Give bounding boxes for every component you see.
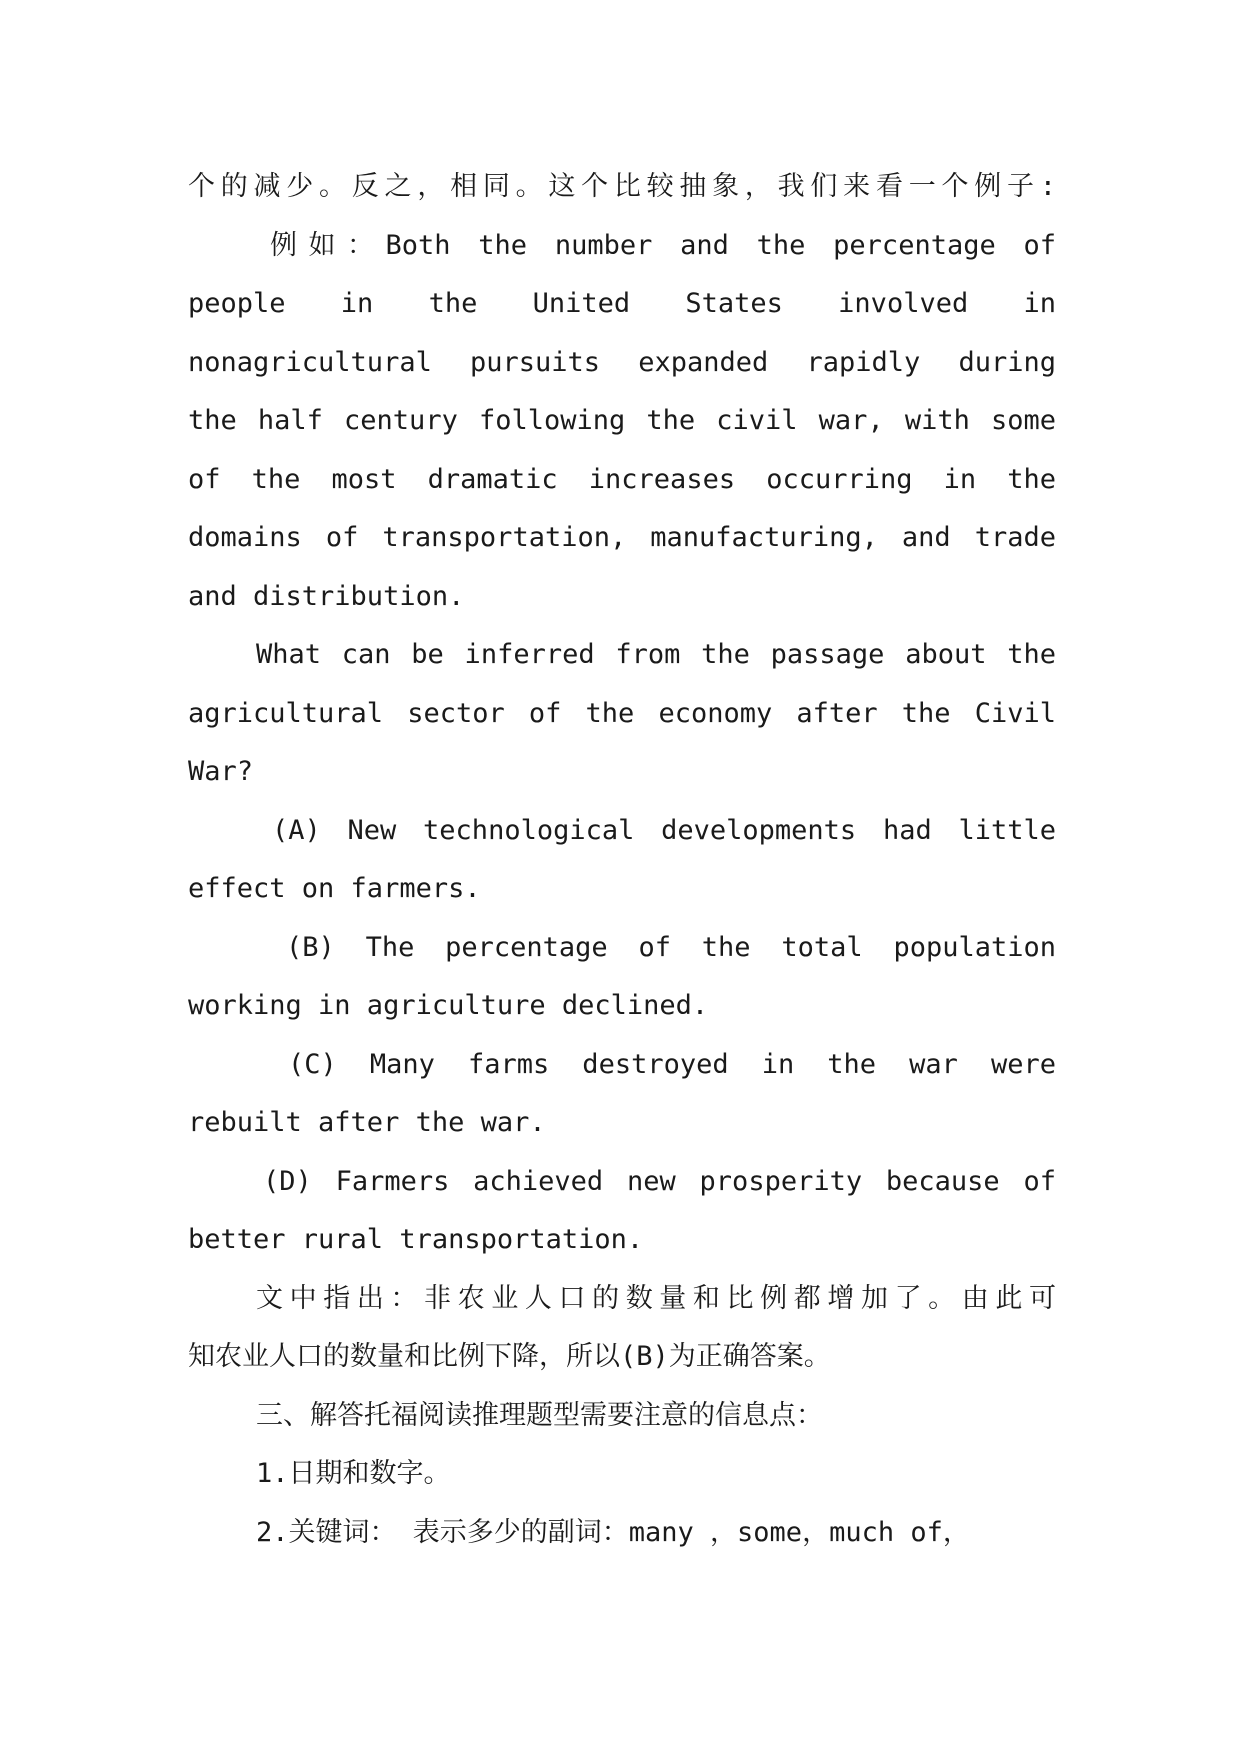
list-item: 2.关键词： 表示多少的副词：many ，some，much of， (256, 1516, 970, 1548)
list-item: 1.日期和数字。 (256, 1458, 451, 1489)
answer-explanation-cont: 知农业人口的数量和比例下降，所以(B)为正确答案。 (188, 1341, 831, 1372)
question-line: War? (188, 756, 254, 787)
option-b: (B) The percentage of the total population (286, 931, 1056, 963)
text-line: domains of transportation, manufacturing, and trade (188, 522, 1056, 553)
question-line: agricultural sector of the economy after the Civil (188, 697, 1056, 729)
option-c: (C) Many farms destroyed in the war were (288, 1048, 1056, 1080)
section-heading: 三、解答托福阅读推理题型需要注意的信息点： (256, 1399, 823, 1431)
option-a: (A) New technological developments had little (272, 814, 1056, 846)
text-line: people in the United States involved in (188, 288, 1056, 319)
text-line: and distribution. (188, 580, 465, 612)
text-line: nonagricultural pursuits expanded rapidly during (188, 346, 1056, 378)
option-d: (D) Farmers achieved new prosperity because of (263, 1165, 1056, 1197)
example-line: 例如：Both the number and the percentage of (270, 229, 1056, 261)
answer-explanation: 文中指出：非农业人口的数量和比例都增加了。由此可 (256, 1282, 1056, 1314)
text-line: of the most dramatic increases occurring in the (188, 463, 1056, 495)
text-line: the half century following the civil war, with some (188, 405, 1056, 436)
option-d-cont: better rural transportation. (188, 1224, 644, 1255)
question-line: What can be inferred from the passage about the (256, 639, 1056, 670)
option-a-cont: effect on farmers. (188, 873, 481, 904)
option-c-cont: rebuilt after the war. (188, 1107, 546, 1138)
document-body (188, 158, 1056, 1562)
option-b-cont: working in agriculture declined. (188, 990, 709, 1021)
text-line: 个的减少。反之，相同。这个比较抽象，我们来看一个例子: (188, 171, 1056, 202)
